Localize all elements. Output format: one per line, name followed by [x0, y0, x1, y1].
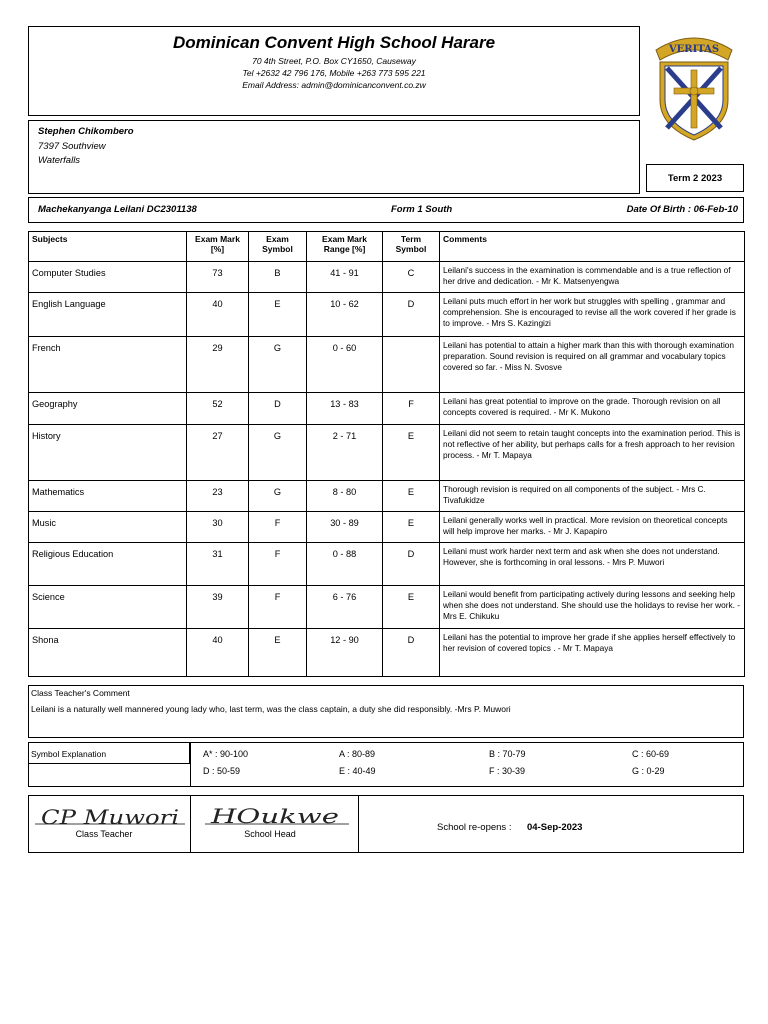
subject-cell: Mathematics: [29, 481, 187, 512]
range-cell: 2 - 71: [307, 425, 383, 481]
school-head-signature-icon: [205, 802, 349, 830]
symbol-divider: [190, 743, 191, 786]
exam-mark-cell: 40: [187, 293, 249, 337]
exam-mark-cell: 52: [187, 393, 249, 425]
subject-cell: History: [29, 425, 187, 481]
term-symbol-cell: C: [383, 262, 440, 293]
comment-cell: Leilani would benefit from participating actively during lessons and seeking help when she does not understand. She should use the holidays to revise her work. - Mrs E. Chikuku: [440, 586, 745, 629]
symbol-item: G : 0-29: [632, 766, 665, 776]
range-cell: 41 - 91: [307, 262, 383, 293]
header-term-symbol: Term Symbol: [383, 232, 440, 262]
exam-mark-cell: 39: [187, 586, 249, 629]
school-head-label: School Head: [244, 829, 296, 839]
school-address: 70 4th Street, P.O. Box CY1650, Causeway: [252, 56, 416, 66]
exam-mark-cell: 73: [187, 262, 249, 293]
subject-cell: English Language: [29, 293, 187, 337]
school-head-signature-text: HOukwe: [209, 804, 339, 828]
header-exam-mark: Exam Mark [%]: [187, 232, 249, 262]
subject-cell: Geography: [29, 393, 187, 425]
range-cell: 12 - 90: [307, 629, 383, 677]
term-symbol-cell: E: [383, 586, 440, 629]
reopen-label: School re-opens :: [437, 822, 512, 833]
header-comments: Comments: [440, 232, 745, 262]
exam-mark-cell: 29: [187, 337, 249, 393]
header-exam-symbol: Exam Symbol: [249, 232, 307, 262]
term-symbol-cell: E: [383, 512, 440, 543]
range-cell: 0 - 88: [307, 543, 383, 586]
term-symbol-cell: D: [383, 293, 440, 337]
header-range: Exam Mark Range [%]: [307, 232, 383, 262]
comment-cell: Leilani did not seem to retain taught concepts into the examination period. This is not reflective of her ability, but perhaps calls for a fresh approach to her revision process. - Mr T. Mapaya: [440, 425, 745, 481]
table-row: [29, 543, 745, 586]
school-header: [28, 26, 640, 116]
term-symbol-cell: [383, 337, 440, 393]
subject-cell: Music: [29, 512, 187, 543]
term-box: [646, 164, 744, 192]
exam-mark-cell: 30: [187, 512, 249, 543]
comment-cell: Leilani has potential to attain a higher mark than this with thorough examination preparation. Sound revision is required on all grammar and vocabulary topics covered so far. - Miss N. Svosve: [440, 337, 745, 393]
exam-symbol-cell: G: [249, 481, 307, 512]
recipient-address-box: [28, 120, 640, 194]
comment-cell: Leilani puts much effort in her work but struggles with spelling , grammar and comprehension. She is encouraged to revise all the work covered if her grade is to improve. - Mrs S. Kazingizi: [440, 293, 745, 337]
symbol-item: E : 40-49: [339, 766, 376, 776]
table-row: [29, 293, 745, 337]
header-subjects: Subjects: [29, 232, 187, 262]
symbol-item: F : 30-39: [489, 766, 526, 776]
class-teacher-signature-text: CP Muwori: [41, 805, 179, 829]
symbol-item: A* : 90-100: [203, 749, 249, 759]
reopen-date: 04-Sep-2023: [527, 822, 583, 833]
signature-box: [28, 795, 744, 853]
symbol-explanation-label: [29, 743, 190, 764]
comment-cell: Leilani generally works well in practical. More revision on theoretical concepts will help improve her marks. - Mr J. Kapapiro: [440, 512, 745, 543]
signature-divider: [190, 796, 191, 852]
exam-mark-cell: 27: [187, 425, 249, 481]
table-row: [29, 262, 745, 293]
exam-symbol-cell: G: [249, 425, 307, 481]
class-teacher-comment-box: [28, 685, 744, 738]
comment-cell: Leilani's success in the examination is commendable and is a true reflection of her drive and dedication. - Mr K. Matsenyengwa: [440, 262, 745, 293]
student-info-bar: [28, 197, 744, 223]
range-cell: 0 - 60: [307, 337, 383, 393]
term-symbol-cell: E: [383, 425, 440, 481]
symbol-item: B : 70-79: [489, 749, 526, 759]
table-row: [29, 337, 745, 393]
subject-cell: Religious Education: [29, 543, 187, 586]
exam-mark-cell: 31: [187, 543, 249, 586]
school-phone: Tel +2632 42 796 176, Mobile +263 773 595 221: [242, 68, 426, 78]
class-teacher-comment-title: Class Teacher's Comment: [31, 688, 130, 698]
class-teacher-label: Class Teacher: [75, 829, 133, 839]
exam-symbol-cell: E: [249, 629, 307, 677]
recipient-line2: Waterfalls: [38, 155, 81, 166]
range-cell: 13 - 83: [307, 393, 383, 425]
table-row: [29, 629, 745, 677]
term-symbol-cell: F: [383, 393, 440, 425]
table-row: [29, 425, 745, 481]
comment-cell: Thorough revision is required on all components of the subject. - Mrs C. Tivafukidze: [440, 481, 745, 512]
symbol-explanation-text: Symbol Explanation: [31, 749, 107, 759]
exam-mark-cell: 40: [187, 629, 249, 677]
subject-cell: French: [29, 337, 187, 393]
signature-divider: [358, 796, 359, 852]
term-symbol-cell: D: [383, 629, 440, 677]
student-dob: Date Of Birth : 06-Feb-10: [626, 204, 738, 215]
comment-cell: Leilani has the potential to improve her grade if she applies herself effectively to her revision of covered topics . - Mr T. Mapaya: [440, 629, 745, 677]
student-name-id: Machekanyanga Leilani DC2301138: [38, 204, 197, 215]
class-teacher-signature-icon: [35, 804, 185, 830]
term-symbol-cell: D: [383, 543, 440, 586]
exam-symbol-cell: G: [249, 337, 307, 393]
range-cell: 10 - 62: [307, 293, 383, 337]
range-cell: 30 - 89: [307, 512, 383, 543]
subject-cell: Shona: [29, 629, 187, 677]
exam-mark-cell: 23: [187, 481, 249, 512]
exam-symbol-cell: F: [249, 543, 307, 586]
table-header-row: [29, 232, 745, 262]
grades-table: [28, 231, 745, 677]
comment-cell: Leilani must work harder next term and ask when she does not understand. However, she is forthcoming in oral lessons. - Mrs P. Muwori: [440, 543, 745, 586]
symbol-explanation-box: [28, 742, 744, 787]
subject-cell: Computer Studies: [29, 262, 187, 293]
table-row: [29, 393, 745, 425]
symbol-item: C : 60-69: [632, 749, 670, 759]
table-row: [29, 586, 745, 629]
term-label: Term 2 2023: [667, 173, 723, 184]
table-row: [29, 481, 745, 512]
subject-cell: Science: [29, 586, 187, 629]
exam-symbol-cell: D: [249, 393, 307, 425]
range-cell: 8 - 80: [307, 481, 383, 512]
comment-cell: Leilani has great potential to improve on the grade. Thorough revision on all concepts covered is required. - Mr K. Mukono: [440, 393, 745, 425]
table-row: [29, 512, 745, 543]
exam-symbol-cell: F: [249, 586, 307, 629]
school-crest-icon: [650, 28, 738, 144]
exam-symbol-cell: E: [249, 293, 307, 337]
crest-motto: VERITAS: [668, 44, 720, 55]
recipient-name: Stephen Chikombero: [38, 126, 134, 137]
exam-symbol-cell: B: [249, 262, 307, 293]
term-symbol-cell: E: [383, 481, 440, 512]
recipient-line1: 7397 Southview: [38, 141, 106, 152]
school-name: Dominican Convent High School Harare: [172, 33, 496, 52]
school-email: Email Address: admin@dominicanconvent.co.zw: [242, 80, 426, 90]
exam-symbol-cell: F: [249, 512, 307, 543]
student-form: Form 1 South: [391, 204, 453, 215]
range-cell: 6 - 76: [307, 586, 383, 629]
symbol-item: A : 80-89: [339, 749, 376, 759]
class-teacher-comment-text: Leilani is a naturally well mannered young lady who, last term, was the class captain, a duty she did responsibly. -Mrs P. Muwori: [31, 704, 511, 714]
symbol-item: D : 50-59: [203, 766, 241, 776]
